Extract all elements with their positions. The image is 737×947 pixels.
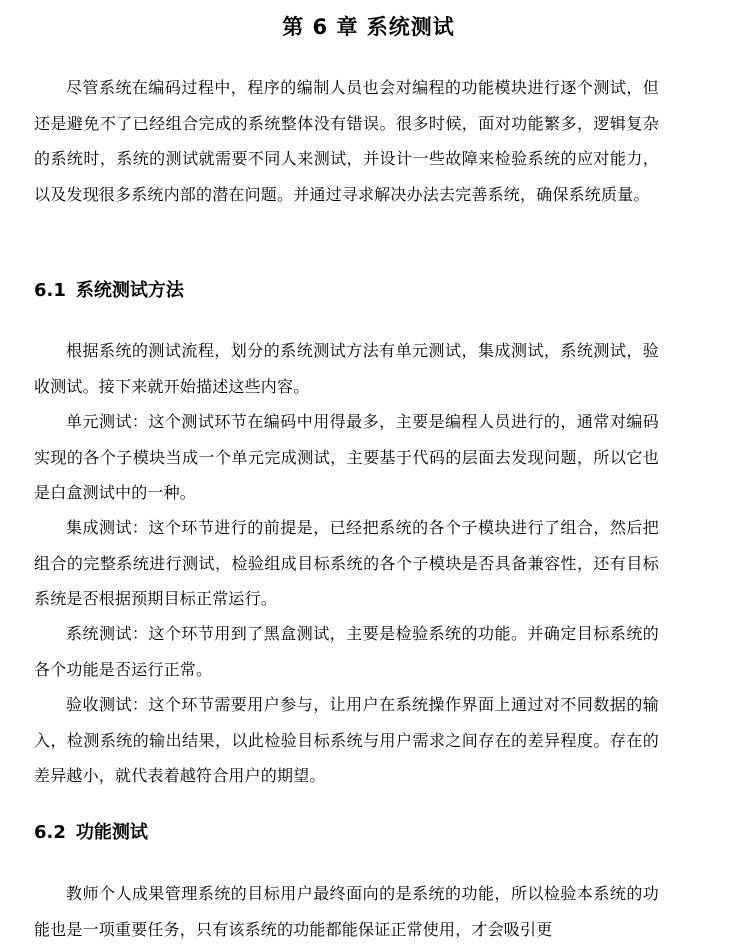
paragraph-function-test: 教师个人成果管理系统的目标用户最终面向的是系统的功能，所以检验本系统的功能也是一项重要任务，只有该系统的功能都能保证正常使用，才会吸引更 (34, 884, 659, 939)
section-title: 系统测试方法 (75, 280, 184, 301)
paragraph-system-test: 系统测试：这个环节用到了黑盒测试，主要是检验系统的功能。并确定目标系统的各个功能是否运行正常。 (34, 624, 659, 679)
section-number: 6.2 (34, 822, 66, 843)
paragraph-acceptance-test: 验收测试：这个环节需要用户参与，让用户在系统操作界面上通过对不同数据的输入，检测系统的输出结果，以此检验目标系统与用户需求之间存在的差异程度。存在的差异越小，就代表着越符合用户的期望。 (34, 695, 659, 785)
paragraph-unit-test: 单元测试：这个测试环节在编码中用得最多，主要是编程人员进行的，通常对编码实现的各个子模块当成一个单元完成测试，主要基于代码的层面去发现问题，所以它也是白盒测试中的一种。 (34, 412, 659, 502)
section-heading-6-2 (34, 819, 148, 847)
chapter-title: 第 6 章 系统测试 (282, 15, 455, 39)
section-title: 功能测试 (75, 822, 148, 843)
paragraph-methods-overview: 根据系统的测试流程，划分的系统测试方法有单元测试，集成测试，系统测试，验收测试。接下来就开始描述这些内容。 (34, 341, 659, 396)
section-number: 6.1 (34, 280, 66, 301)
section-heading-6-1 (34, 277, 184, 305)
intro-paragraph: 尽管系统在编码过程中，程序的编制人员也会对编程的功能模块进行逐个测试，但还是避免不了已经组合完成的系统整体没有错误。很多时候，面对功能繁多，逻辑复杂的系统时，系统的测试就需要不同人来测试，并设计一些故障来检验系统的应对能力，以及发现很多系统内部的潜在问题。并通过寻求解决办法去完善系统，确保系统质量。 (34, 78, 659, 204)
paragraph-integration-test: 集成测试：这个环节进行的前提是，已经把系统的各个子模块进行了组合，然后把组合的完整系统进行测试，检验组成目标系统的各个子模块是否具备兼容性，还有目标系统是否根据预期目标正常运行。 (34, 518, 659, 608)
